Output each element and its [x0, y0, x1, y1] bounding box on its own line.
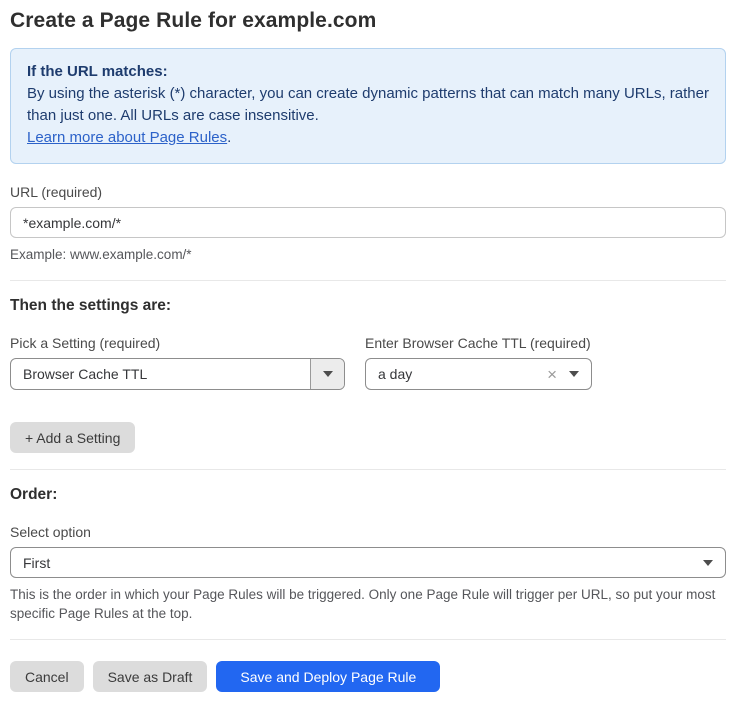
divider	[10, 639, 726, 640]
setting-picker-select[interactable]	[10, 358, 345, 390]
footer-actions	[10, 661, 726, 692]
save-draft-button[interactable]: Save as Draft	[93, 661, 208, 692]
chevron-down-icon	[323, 371, 333, 377]
caret-box[interactable]	[310, 359, 344, 389]
divider	[10, 280, 726, 281]
url-label: URL (required)	[10, 184, 103, 200]
ttl-picker-value: a day	[378, 366, 413, 382]
add-setting-row	[10, 422, 726, 453]
url-helper-text: Example: www.example.com/*	[10, 247, 192, 262]
info-box-body: By using the asterisk (*) character, you can create dynamic patterns that can match many URLs, rather than just one. All URLs are case insensitive.	[27, 85, 709, 124]
ttl-picker-field	[365, 335, 592, 390]
settings-fields-row	[10, 335, 726, 390]
cancel-button[interactable]: Cancel	[10, 661, 84, 692]
setting-picker-field	[10, 335, 345, 390]
page-title: Create a Page Rule for example.com	[10, 9, 377, 32]
chevron-down-icon	[703, 560, 713, 566]
divider	[10, 469, 726, 470]
info-box-link-line	[27, 127, 709, 149]
settings-section-heading: Then the settings are:	[10, 297, 172, 314]
setting-picker-label: Pick a Setting (required)	[10, 335, 161, 351]
link-period: .	[227, 129, 232, 146]
ttl-picker-label: Enter Browser Cache TTL (required)	[365, 335, 591, 351]
ttl-picker-select[interactable]	[365, 358, 592, 390]
chevron-down-icon	[569, 371, 579, 377]
create-page-rule-form	[10, 9, 726, 692]
url-input[interactable]	[10, 207, 726, 238]
info-box-heading: If the URL matches:	[27, 63, 168, 80]
order-select[interactable]	[10, 547, 726, 578]
setting-picker-value: Browser Cache TTL	[23, 366, 148, 382]
url-match-info-box	[10, 48, 726, 164]
learn-more-link[interactable]: Learn more about Page Rules	[27, 129, 228, 146]
order-helper-text: This is the order in which your Page Rules will be triggered. Only one Page Rule will trigger per URL, so put your most specific Page Rules at the top.	[10, 587, 716, 621]
order-section-heading: Order:	[10, 486, 58, 503]
order-select-value: First	[23, 554, 51, 571]
save-deploy-button[interactable]: Save and Deploy Page Rule	[216, 661, 440, 692]
clear-icon[interactable]: ×	[547, 364, 557, 384]
add-setting-button[interactable]: + Add a Setting	[10, 422, 135, 453]
order-select-label: Select option	[10, 524, 91, 540]
